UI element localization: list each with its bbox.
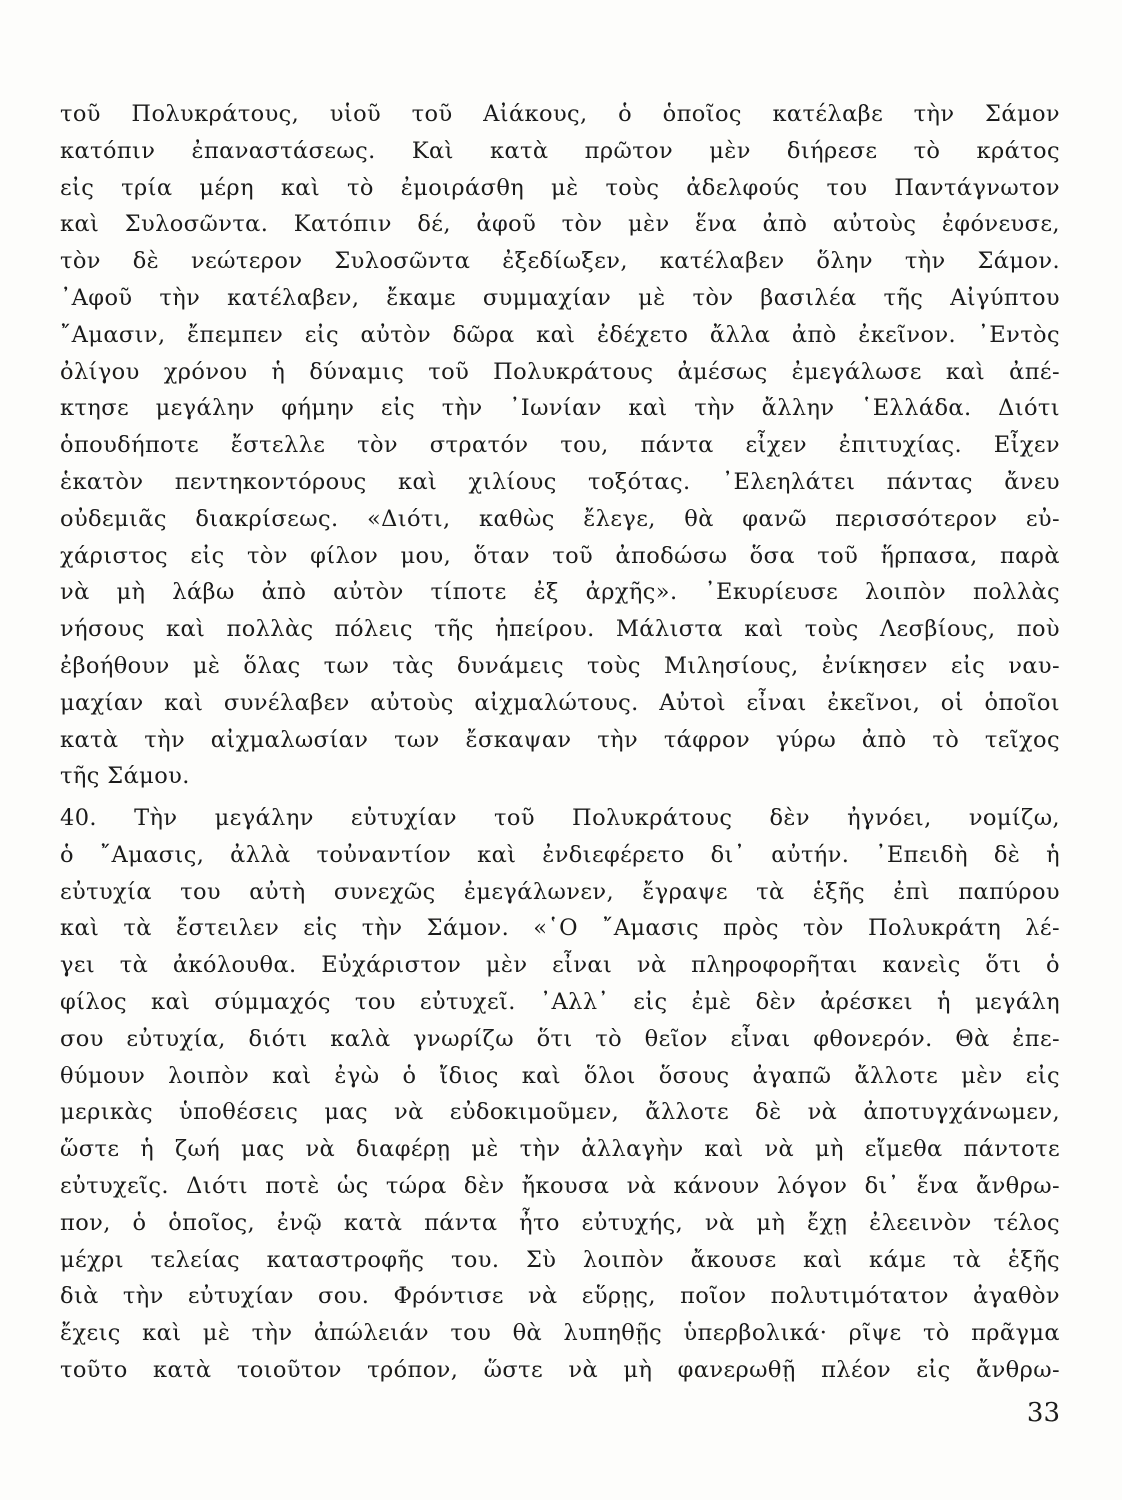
text-line: ῎Αμασιν, ἔπεμπεν εἰς αὐτὸν δῶρα καὶ ἐδέχετο ἄλλα ἀπὸ ἐκεῖνον. ᾿Εντὸς (60, 321, 1060, 348)
text-line: ὁ ῎Αμασις, ἀλλὰ τοὐναντίον καὶ ἐνδιεφέρετο δι᾿ αὐτήν. ᾿Επειδὴ δὲ ἡ (60, 841, 1060, 868)
paragraph-1 (60, 96, 1060, 795)
text-line: κτησε μεγάλην φήμην εἰς τὴν ᾿Ιωνίαν καὶ τὴν ἄλλην ῾Ελλάδα. Διότι (60, 395, 1060, 422)
text-line: διὰ τὴν εὐτυχίαν σου. Φρόντισε νὰ εὕρῃς, ποῖον πολυτιμότατον ἀγαθὸν (60, 1283, 1060, 1310)
text-line: φίλος καὶ σύμμαχός του εὐτυχεῖ. ᾿Αλλ᾿ εἰς ἐμὲ δὲν ἀρέσκει ἡ μεγάλη (60, 988, 1060, 1015)
text-line: τὸν δὲ νεώτερον Συλοσῶντα ἐξεδίωξεν, κατέλαβεν ὅλην τὴν Σάμον. (60, 248, 1060, 275)
text-line: σου εὐτυχία, διότι καλὰ γνωρίζω ὅτι τὸ θεῖον εἶναι φθονερόν. Θὰ ἐπε- (60, 1025, 1060, 1052)
text-line: ὥστε ἡ ζωή μας νὰ διαφέρῃ μὲ τὴν ἀλλαγὴν καὶ νὰ μὴ εἴμεθα πάντοτε (60, 1136, 1060, 1163)
text-line: ἐβοήθουν μὲ ὅλας των τὰς δυνάμεις τοὺς Μιλησίους, ἐνίκησεν εἰς ναυ- (60, 652, 1060, 679)
text-line: καὶ τὰ ἔστειλεν εἰς τὴν Σάμον. «῾Ο ῎Αμασις πρὸς τὸν Πολυκράτη λέ- (60, 915, 1060, 942)
text-line: εὐτυχία του αὐτὴ συνεχῶς ἐμεγάλωνεν, ἔγραψε τὰ ἑξῆς ἐπὶ παπύρου (60, 878, 1060, 905)
text-line: τοῦτο κατὰ τοιοῦτον τρόπον, ὥστε νὰ μὴ φανερωθῇ πλέον εἰς ἄνθρω- (60, 1356, 1060, 1383)
text-line: μαχίαν καὶ συνέλαβεν αὐτοὺς αἰχμαλώτους. Αὐτοὶ εἶναι ἐκεῖνοι, οἱ ὁποῖοι (60, 689, 1060, 716)
paragraph-2 (60, 800, 1060, 1389)
text-line: τοῦ Πολυκράτους, υἱοῦ τοῦ Αἰάκους, ὁ ὁποῖος κατέλαβε τὴν Σάμον (60, 101, 1060, 127)
text-line: γει τὰ ἀκόλουθα. Εὐχάριστον μὲν εἶναι νὰ πληροφορῆται κανεὶς ὅτι ὁ (60, 952, 1060, 979)
text-line: κατὰ τὴν αἰχμαλωσίαν των ἔσκαψαν τὴν τάφρον γύρω ἀπὸ τὸ τεῖχος (60, 726, 1060, 753)
text-line: τῆς Σάμου. (60, 763, 190, 790)
text-line: εὐτυχεῖς. Διότι ποτὲ ὡς τώρα δὲν ἤκουσα νὰ κάνουν λόγον δι᾿ ἕνα ἄνθρω- (60, 1172, 1060, 1199)
text-line: καὶ Συλοσῶντα. Κατόπιν δέ, ἀφοῦ τὸν μὲν ἕνα ἀπὸ αὐτοὺς ἐφόνευσε, (60, 211, 1060, 238)
text-line: μέχρι τελείας καταστροφῆς του. Σὺ λοιπὸν ἄκουσε καὶ κάμε τὰ ἑξῆς (60, 1246, 1060, 1273)
text-line: εἰς τρία μέρη καὶ τὸ ἐμοιράσθη μὲ τοὺς ἀδελφούς του Παντάγνωτον (60, 174, 1060, 201)
page-number: 33 (1026, 1398, 1060, 1428)
text-line: πον, ὁ ὁποῖος, ἐνῷ κατὰ πάντα ἦτο εὐτυχής, νὰ μὴ ἔχῃ ἐλεεινὸν τέλος (60, 1209, 1060, 1236)
text-line: χάριστος εἰς τὸν φίλον μου, ὅταν τοῦ ἀποδώσω ὅσα τοῦ ἥρπασα, παρὰ (60, 542, 1060, 569)
text-line: ᾿Αφοῦ τὴν κατέλαβεν, ἔκαμε συμμαχίαν μὲ τὸν βασιλέα τῆς Αἰγύπτου (60, 284, 1060, 311)
text-line: ὁπουδήποτε ἔστελλε τὸν στρατόν του, πάντα εἶχεν ἐπιτυχίας. Εἶχεν (60, 432, 1060, 459)
text-line: κατόπιν ἐπαναστάσεως. Καὶ κατὰ πρῶτον μὲν διήρεσε τὸ κράτος (60, 137, 1060, 164)
text-line: θύμουν λοιπὸν καὶ ἐγὼ ὁ ἴδιος καὶ ὅλοι ὅσους ἀγαπῶ ἄλλοτε μὲν εἰς (60, 1062, 1060, 1089)
text-line: νὰ μὴ λάβω ἀπὸ αὐτὸν τίποτε ἐξ ἀρχῆς». ᾿Εκυρίευσε λοιπὸν πολλὰς (60, 579, 1060, 606)
text-line: νήσους καὶ πολλὰς πόλεις τῆς ἠπείρου. Μάλιστα καὶ τοὺς Λεσβίους, ποὺ (60, 616, 1060, 643)
text-line: ἔχεις καὶ μὲ τὴν ἀπώλειάν του θὰ λυπηθῇς ὑπερβολικά· ρῖψε τὸ πρᾶγμα (60, 1320, 1060, 1347)
text-line: 40. Τὴν μεγάλην εὐτυχίαν τοῦ Πολυκράτους δὲν ἠγνόει, νομίζω, (60, 805, 1060, 831)
text-line: ἑκατὸν πεντηκοντόρους καὶ χιλίους τοξότας. ᾿Ελεηλάτει πάντας ἄνευ (60, 468, 1060, 495)
text-line: ὀλίγου χρόνου ἡ δύναμις τοῦ Πολυκράτους ἀμέσως ἐμεγάλωσε καὶ ἀπέ- (60, 358, 1060, 385)
text-line: μερικὰς ὑποθέσεις μας νὰ εὐδοκιμοῦμεν, ἄλλοτε δὲ νὰ ἀποτυγχάνωμεν, (60, 1099, 1060, 1126)
text-line: οὐδεμιᾶς διακρίσεως. «Διότι, καθὼς ἔλεγε, θὰ φανῶ περισσότερον εὐ- (60, 505, 1060, 532)
